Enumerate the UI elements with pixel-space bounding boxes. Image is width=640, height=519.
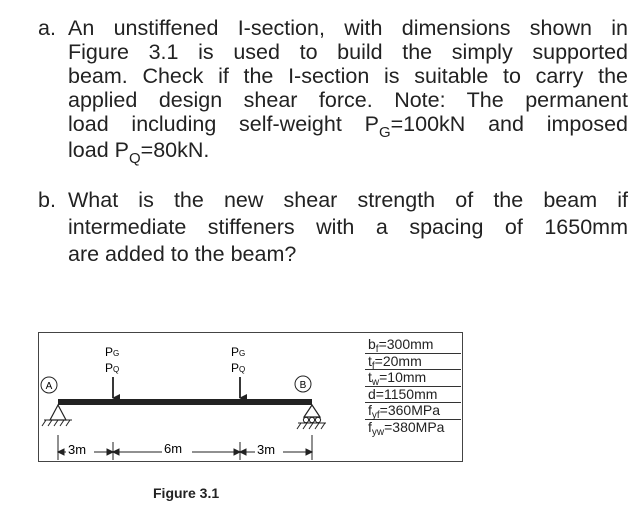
question-a-line-2: Figure 3.1 is used to build the simply supported xyxy=(68,40,628,64)
pq-subscript: Q xyxy=(128,150,141,167)
load-1-pq: PQ xyxy=(105,361,120,375)
line-5-text-pre: load including self-weight P xyxy=(68,112,379,136)
property-row: d=1150mm xyxy=(365,387,461,404)
figure-caption: Figure 3.1 xyxy=(153,485,220,501)
span-label-2: 6m xyxy=(164,441,183,456)
question-a-line-6 xyxy=(68,138,628,165)
span-label-3: 3m xyxy=(257,442,276,457)
property-row: $t_w=10mm$ xyxy=(365,370,461,387)
point-load-1 xyxy=(105,345,119,398)
question-b-letter: b. xyxy=(38,188,56,212)
question-a-line-3: beam. Check if the I-section is suitable to carry the xyxy=(68,64,628,88)
property-row: $f_{yw}=380MPa$ xyxy=(368,418,445,438)
line-6-text-pre: load P xyxy=(68,138,129,162)
section-properties xyxy=(365,336,461,438)
property-row: $b_f=300mm$ xyxy=(365,337,461,354)
support-b-label: B xyxy=(299,380,307,391)
question-b-line-3: are added to the beam? xyxy=(68,242,297,266)
load-1-pg: PG xyxy=(105,345,120,359)
beam xyxy=(58,399,312,405)
question-a-line-4: applied design shear force. Note: The permanent xyxy=(68,88,628,112)
question-b-line-2: intermediate stiffeners with a spacing of 1650mm xyxy=(68,215,628,239)
point-load-2 xyxy=(231,345,245,398)
property-row: $f_{yf}=360MPa$ xyxy=(365,403,461,420)
question-b-line-1: What is the new shear strength of the beam if xyxy=(68,188,628,212)
support-a-label: A xyxy=(45,381,53,392)
load-2-pq: PQ xyxy=(231,361,246,375)
pg-subscript: G xyxy=(378,124,391,141)
question-a-letter: a. xyxy=(38,16,56,40)
line-6-text-post: =80kN. xyxy=(140,138,210,162)
span-label-1: 3m xyxy=(68,442,87,457)
load-2-pg: PG xyxy=(231,345,246,359)
property-row: $t_f=20mm$ xyxy=(365,354,461,371)
question-a-line-1: An unstiffened I-section, with dimensions shown in xyxy=(68,16,628,40)
line-5-text-post: =100kN and imposed xyxy=(390,112,628,136)
question-a-line-5 xyxy=(68,112,628,139)
